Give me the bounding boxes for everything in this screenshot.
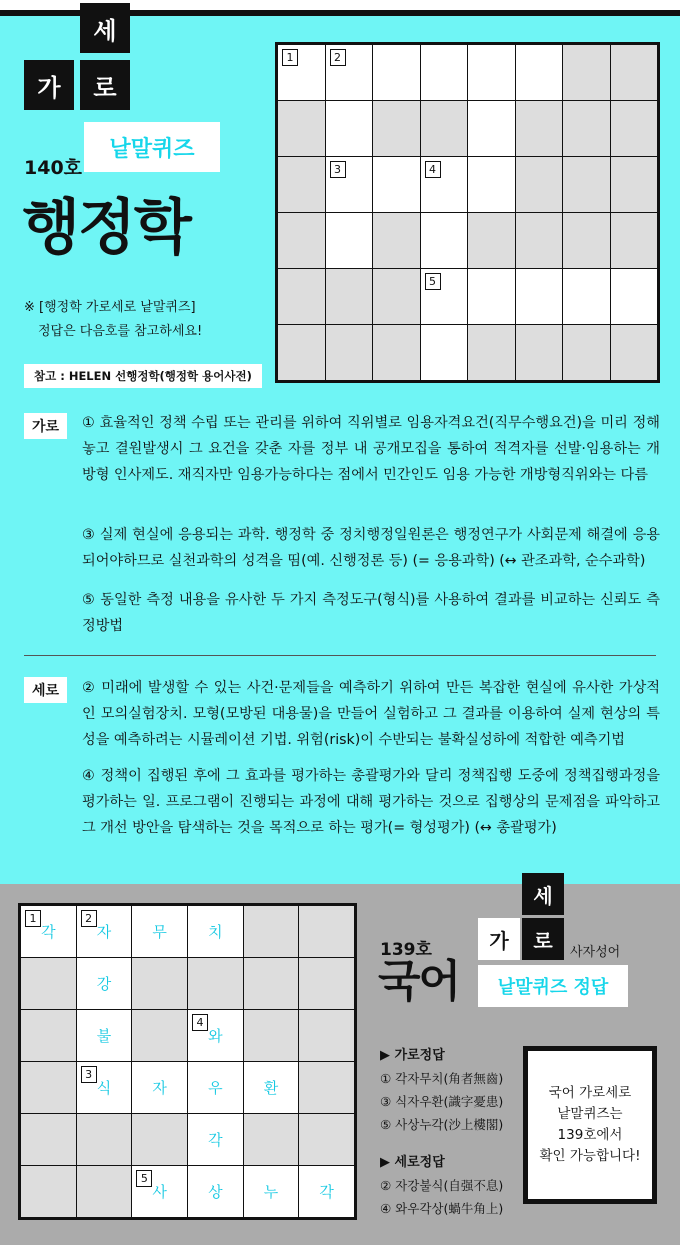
clue-number: 3 <box>81 1066 97 1083</box>
blocked-cell <box>278 213 325 268</box>
quiz-tag: 낱말퀴즈 <box>84 122 220 172</box>
previous-issue-number: 139호 <box>380 940 432 960</box>
answer-cell[interactable] <box>373 45 420 100</box>
blocked-cell <box>563 213 610 268</box>
answer-cell[interactable] <box>468 269 515 324</box>
answer-cell[interactable] <box>516 45 563 100</box>
blocked-cell <box>299 906 354 957</box>
answer-cell <box>77 958 132 1009</box>
across-clue-5: ⑤ 동일한 측정 내용을 유사한 두 가지 측정도구(형식)를 사용하여 결과를 비교하는 신뢰도 측정방법 <box>82 592 660 634</box>
answer-cell[interactable] <box>326 213 373 268</box>
answer-cell[interactable] <box>326 45 373 100</box>
title-tile-ro: 로 <box>80 60 130 110</box>
notice-line-1: ※ [행정학 가로세로 낱말퀴즈] <box>24 300 196 315</box>
across-answer-5: ⑤ 사상누각(沙上樓閣) <box>380 1117 504 1132</box>
answer-tag: 낱말퀴즈 정답 <box>478 965 628 1007</box>
clue-number: 1 <box>25 910 41 927</box>
blocked-cell <box>77 1114 132 1165</box>
blocked-cell <box>611 157 658 212</box>
across-label: 가로 <box>24 413 67 439</box>
answer-cell <box>132 906 187 957</box>
clue-number: 3 <box>330 161 346 178</box>
answer-category: 사자성어 <box>570 945 621 960</box>
blocked-cell <box>21 1166 76 1217</box>
answer-cell[interactable] <box>468 45 515 100</box>
answer-cell <box>188 1114 243 1165</box>
blocked-cell <box>299 1062 354 1113</box>
blocked-cell <box>326 325 373 380</box>
blocked-cell <box>21 1010 76 1061</box>
blocked-cell <box>373 269 420 324</box>
answer-cell[interactable] <box>421 157 468 212</box>
issue-number: 140호 <box>24 157 83 179</box>
answer-letter: 식 <box>96 1079 112 1097</box>
previous-subject: 국어 <box>378 956 460 1007</box>
answer-cell <box>188 1166 243 1217</box>
across-answers <box>380 1044 503 1136</box>
answer-cell[interactable] <box>278 45 325 100</box>
answer-cell[interactable] <box>326 157 373 212</box>
answer-cell[interactable] <box>468 101 515 156</box>
blocked-cell <box>516 101 563 156</box>
blocked-cell <box>244 1114 299 1165</box>
blocked-cell <box>373 213 420 268</box>
answer-cell <box>244 1166 299 1217</box>
answer-cell[interactable] <box>326 101 373 156</box>
down-clue-2: ② 미래에 발생할 수 있는 사건·문제들을 예측하기 위하여 만든 복잡한 현실에 유사한 가상적인 모의실험장치. 모형(모방된 대용물)을 만들어 실험하고 그 결과를 이용하여 실제 현상의 특성을 예측하려는 시뮬레이션 기법. 위험(risk)이 수반되는 불확실성하에 적합한 예측기법 <box>82 680 660 748</box>
blocked-cell <box>278 101 325 156</box>
blocked-cell <box>373 325 420 380</box>
blocked-cell <box>244 906 299 957</box>
answer-cell <box>132 1062 187 1113</box>
down-answers-heading: ▶ 세로정답 <box>380 1155 445 1170</box>
clue-number: 4 <box>192 1014 208 1031</box>
down-clue-4: ④ 정책이 집행된 후에 그 효과를 평가하는 총괄평가와 달리 정책집행 도중에 정책집행과정을 평가하는 일. 프로그램이 진행되는 과정에 대해 평가하는 것으로 집행상의 문제점을 파악하고 그 개선 방안을 탐색하는 것을 목적으로 하는 평가(= 형성평가) (↔ 총괄평가) <box>82 768 660 836</box>
clue-number: 1 <box>282 49 298 66</box>
answer-letter: 강 <box>96 975 112 993</box>
across-clue-1: ① 효율적인 정책 수립 또는 관리를 위하여 직위별로 임용자격요건(직무수행요건)을 미리 정해 놓고 결원발생시 그 요건을 갖춘 자를 정부 내 공개모집을 통하여 적격자를 선발·임용하는 개방형 인사제도. 재직자만 임용가능하다는 점에서 민간인도 임용 가능한 개방형직위와는 다름 <box>82 415 660 483</box>
divider <box>24 655 656 656</box>
blocked-cell <box>611 45 658 100</box>
across-answers-heading: ▶ 가로정답 <box>380 1048 445 1063</box>
answer-letter: 각 <box>41 923 56 941</box>
blocked-cell <box>421 101 468 156</box>
across-answer-3: ③ 식자우환(識字憂患) <box>380 1094 504 1109</box>
subject-title: 행정학 <box>22 193 190 263</box>
answer-letter: 자 <box>96 923 112 941</box>
notice-line-2: 정답은 다음호를 참고하세요! <box>38 324 203 339</box>
answer-cell[interactable] <box>611 269 658 324</box>
answer-cell[interactable] <box>563 269 610 324</box>
answer-cell <box>21 906 76 957</box>
answer-cell <box>188 1062 243 1113</box>
blocked-cell <box>299 1114 354 1165</box>
blocked-cell <box>516 157 563 212</box>
blocked-cell <box>563 45 610 100</box>
answer-letter: 치 <box>208 923 223 941</box>
answer-tile-se: 세 <box>522 873 564 915</box>
blocked-cell <box>563 325 610 380</box>
down-answers <box>380 1151 503 1220</box>
blocked-cell <box>132 1010 187 1061</box>
title-tile-se: 세 <box>80 3 130 53</box>
blocked-cell <box>132 958 187 1009</box>
blocked-cell <box>244 958 299 1009</box>
clue-number: 2 <box>81 910 97 927</box>
answer-letter: 와 <box>208 1027 223 1045</box>
answer-cell[interactable] <box>421 325 468 380</box>
answer-letter: 누 <box>263 1183 279 1201</box>
answer-letter: 환 <box>263 1079 279 1097</box>
notice <box>24 296 202 344</box>
clue-number: 5 <box>425 273 441 290</box>
blocked-cell <box>278 157 325 212</box>
blocked-cell <box>21 1062 76 1113</box>
blocked-cell <box>373 101 420 156</box>
across-clue-3: ③ 실제 현실에 응용되는 과학. 행정학 중 정치행정일원론은 행정연구가 사회문제 해결에 응용되어야하므로 실천과학의 성격을 띰(예. 신행정론 등) (= 응용과학) (↔ 관조과학, 순수과학) <box>82 527 660 569</box>
down-answer-4: ④ 와우각상(蝸牛角上) <box>380 1201 504 1216</box>
answer-letter: 자 <box>152 1079 167 1097</box>
blocked-cell <box>244 1010 299 1061</box>
clue-number: 4 <box>425 161 441 178</box>
down-label: 세로 <box>24 677 67 703</box>
blocked-cell <box>188 958 243 1009</box>
blocked-cell <box>516 213 563 268</box>
down-answer-2: ② 자강불식(自强不息) <box>380 1178 504 1193</box>
answer-cell <box>299 1166 354 1217</box>
answer-grid <box>18 903 357 1220</box>
puzzle-grid <box>275 42 660 383</box>
across-answer-1: ① 각자무치(角者無齒) <box>380 1071 504 1086</box>
answer-cell[interactable] <box>468 157 515 212</box>
answer-cell <box>132 1166 187 1217</box>
blocked-cell <box>299 958 354 1009</box>
answer-tile-ro: 로 <box>522 918 564 960</box>
answer-cell[interactable] <box>421 269 468 324</box>
answer-cell[interactable] <box>421 45 468 100</box>
blocked-cell <box>132 1114 187 1165</box>
answer-letter: 상 <box>208 1183 223 1201</box>
title-tile-ga: 가 <box>24 60 74 110</box>
answer-cell <box>77 1010 132 1061</box>
info-box-line-2: 낱말퀴즈는 <box>557 1106 623 1122</box>
answer-letter: 무 <box>152 923 167 941</box>
answer-letter: 불 <box>96 1027 112 1045</box>
info-box-line-3: 139호에서 <box>557 1127 623 1143</box>
blocked-cell <box>278 325 325 380</box>
clue-number: 5 <box>136 1170 152 1187</box>
info-box-line-4: 확인 가능합니다! <box>539 1148 641 1164</box>
blocked-cell <box>611 325 658 380</box>
answer-tile-ga: 가 <box>478 918 520 960</box>
answer-cell[interactable] <box>421 213 468 268</box>
blocked-cell <box>299 1010 354 1061</box>
info-box <box>523 1046 657 1204</box>
blocked-cell <box>468 325 515 380</box>
answer-letter: 우 <box>208 1079 223 1097</box>
answer-letter: 각 <box>319 1183 334 1201</box>
answer-cell[interactable] <box>373 157 420 212</box>
info-box-line-1: 국어 가로세로 <box>548 1085 632 1101</box>
reference-source: 참고 : HELEN 선행정학(행정학 용어사전) <box>24 364 262 388</box>
blocked-cell <box>516 325 563 380</box>
blocked-cell <box>563 157 610 212</box>
blocked-cell <box>611 101 658 156</box>
answer-letter: 각 <box>208 1131 223 1149</box>
blocked-cell <box>611 213 658 268</box>
answer-cell <box>77 906 132 957</box>
blocked-cell <box>21 958 76 1009</box>
blocked-cell <box>21 1114 76 1165</box>
answer-cell[interactable] <box>516 269 563 324</box>
answer-cell <box>244 1062 299 1113</box>
blocked-cell <box>468 213 515 268</box>
answer-cell <box>188 1010 243 1061</box>
answer-cell <box>77 1062 132 1113</box>
blocked-cell <box>326 269 373 324</box>
blocked-cell <box>563 101 610 156</box>
answer-cell <box>188 906 243 957</box>
blocked-cell <box>278 269 325 324</box>
blocked-cell <box>77 1166 132 1217</box>
clue-number: 2 <box>330 49 346 66</box>
answer-letter: 사 <box>152 1183 167 1201</box>
